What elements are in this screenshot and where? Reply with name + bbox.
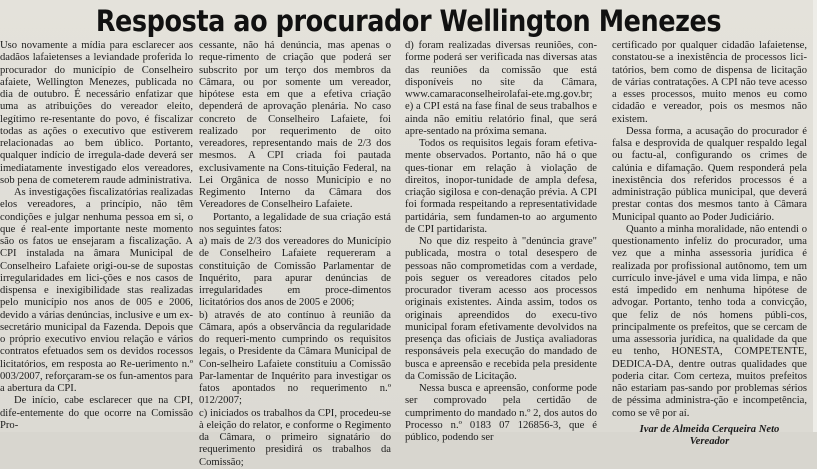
paragraph: Dessa forma, a acusação do procurador é falsa e desprovida de qualquer respaldo legal ou factu-al, configurando os crimes de calúnia e difamação. Quem responderá pela inexistência dos referidos processos é a administração pública municipal, que deverá prestar contas dos mesmos tanto à Câmara Municipal quanto ao Poder Judiciário. (612, 125, 807, 223)
column-3 (405, 40, 597, 443)
paragraph: Portanto, a legalidade de sua criação está nos seguintes fatos: (199, 211, 391, 235)
signature-title: Vereador (689, 436, 730, 447)
column-2 (199, 40, 391, 468)
paragraph: cessante, não há denúncia, mas apenas o reque-rimento de criação que poderá ser subscrito por um terço dos membros da Câmara, ou por somente um vereador, hipótese esta em que a efetiva criação dependerá de aprovação plenária. No caso concreto de Conselheiro Lafaiete, foi realizado por requerimento de oito vereadores, representando mais de 2/3 dos mesmos. A CPI criada foi pautada exclusivamente na Cons-tituição Federal, na Lei Orgânica de nosso Município e no Regimento Interno da Câmara dos Vereadores de Conselheiro Lafaiete. (199, 40, 391, 211)
column-1 (0, 40, 193, 432)
list-item: d) foram realizadas diversas reuniões, con-forme poderá ser verificada nas diversas atas das reuniões da comissão que está disponíveis no site da Câmara, www.camaraconselheirolafai-ete.mg.gov.br; (405, 40, 597, 100)
page-edge (813, 0, 817, 432)
paragraph: certificado por qualquer cidadão lafaietense, constatou-se a inexistência de processos lici-tatórios, bem como de dispensa de licitação de várias contratações. A CPI não teve acesso a esses processos, muito menos eu como cidadão e vereador, pois os mesmos não existem. (612, 40, 807, 125)
list-item: e) a CPI está na fase final de seus trabalhos e ainda não emitiu relatório final, que será apre-sentado na próxima semana. (405, 101, 597, 137)
headline: Resposta ao procurador Wellington Menezes (95, 4, 722, 38)
paragraph: Uso novamente a mídia para esclarecer aos dadãos lafaietenses a leviandade proferida lo procurador do município de Conselheiro afaiete, Wellington Menezes, publicada no dia de outubro. É necessário enfatizar que uma as atribuições do vereador eleito, legítimo re-resentante do povo, é fiscalizar todas as ações o executivo que estiverem relacionadas ao bem úblico. Portanto, qualquer indício de irregula-dade deverá ser imediatamente investigado elos vereadores, sob pena de cometerem raude administrativa. (0, 40, 193, 186)
list-item: a) mais de 2/3 dos vereadores do Município de Conselheiro Lafaiete requereram a constituição de Comissão Parlamentar de Inquérito, para apurar denúncias de irregularidades em proce-dimentos licitatórios dos anos de 2005 e 2006; (199, 236, 391, 309)
paragraph: Todos os requisitos legais foram efetiva-mente observados. Portanto, não há o que ques-tionar em relação à violação de direitos, inopor-tunidade de ampla defesa, criação sigilosa e con-denação prévia. A CPI foi formada respeitando a representatividade partidária, sem fundamen-to ao argumento de CPI partidarista. (405, 138, 597, 235)
column-4 (612, 40, 807, 447)
paragraph: As investigações fiscalizatórias realizadas elos vereadores, a princípio, não têm condições e julgar nenhuma pessoa em si, o que é real-ente importante neste momento são os fatos ue ensejaram a fiscalização. A CPI instalada na âmara Municipal de Conselheiro Lafaiete origi-ou-se de supostas irregularidades em lici-ções e nos casos de dispensa e inexigibilidade stas realizadas pelo município nos anos de 005 e 2006, devido a várias denúncias, inclusive e um ex-secretário municipal da Fazenda. Depois que o próprio executivo enviou relação e vários contratos efetuados sem os devidos rocessos licitatórios, em resposta ao Re-uerimento n.º 003/2007, reforçaram-se os fun-amentos para a abertura da CPI. (0, 187, 193, 394)
article-body (0, 40, 817, 468)
paragraph: De início, cabe esclarecer que na CPI, dife-entemente do que ocorre na Comissão Pro- (0, 395, 193, 431)
list-item: c) iniciados os trabalhos da CPI, procedeu-se à eleição do relator, e conforme o Regimento da Câmara, o primeiro signatário do requerimento presidirá os trabalhos da Comissão; (199, 407, 391, 468)
paragraph: Nessa busca e apreensão, conforme pode ser comprovado pela certidão de cumprimento do mandado n.º 2, dos autos do Processo n.º 0183 07 126856-3, que é público, podendo ser (405, 383, 597, 443)
paragraph: No que diz respeito à "denúncia grave" publicada, mostra o total desespero de pessoas não comprometidas com a verdade, pois seguer os vereadores citados pelo procurador tiveram acesso aos processos originais existentes. Ainda assim, todos os originais apreendidos do execu-tivo municipal foram efetivamente devolvidos na presença das oficiais de Justiça avaliadoras responsáveis pela execução do mandado de busca e apreensão e recebida pela presidente da Comissão de Licitação. (405, 236, 597, 382)
signature-name: Ivar de Almeida Cerqueira Neto (639, 423, 780, 435)
paragraph: Quanto a minha moralidade, não entendi o questionamento infeliz do procurador, uma vez que a minha assessoria jurídica é realizada por profissional autônomo, tem um currículo inve-jável e uma vida limpa, e não está impedido em nenhuma hipótese de advogar. Portanto, tenho toda a convicção, que feliz de nós homens públi-cos, principalmente os prefeitos, que se cercam de uma assessoria jurídica, na qualidade da que eu tenho, HONESTA, COMPETENTE, DEDICA-DA, dentre outras qualidades que poderia citar. Com certeza, muitos prefeitos não estariam pas-sando por problemas sérios de péssima administra-ção e incompetência, como se vê por aí. (612, 223, 807, 419)
list-item: b) através de ato contínuo à reunião da Câmara, após a observância da regularidade do requeri-mento cumprindo os requisitos legais, o Presidente da Câmara Municipal de Con-selheiro Lafaiete constituiu a Comissão Par-lamentar de Inquérito para investigar os fatos apontados no requerimento n.º 012/2007; (199, 309, 391, 407)
